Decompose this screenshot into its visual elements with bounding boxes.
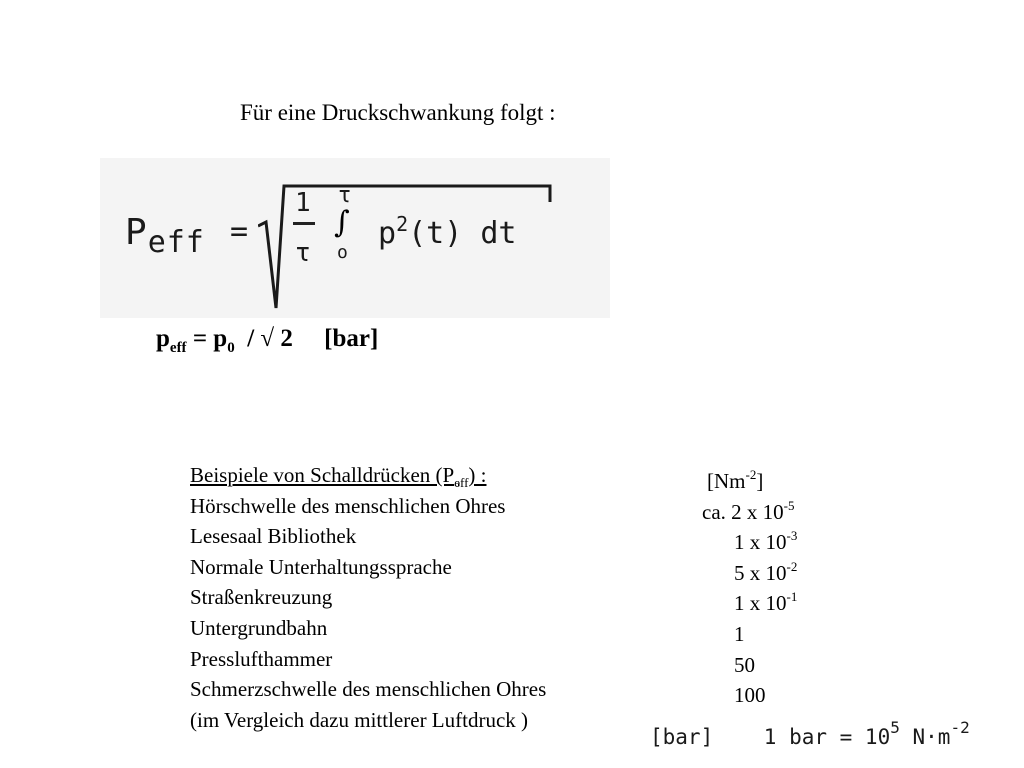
fraction-numerator: 1 — [295, 188, 311, 218]
table-row — [190, 674, 850, 708]
table-row — [190, 613, 850, 644]
intro-text: Für eine Druckschwankung folgt : — [240, 100, 556, 125]
row-value: 50 — [734, 652, 755, 677]
unit-label: $[Nm^{-2}]$ — [707, 467, 764, 493]
integral-upper-limit: τ — [338, 183, 352, 208]
row-label: Untergrundbahn — [190, 615, 328, 640]
row-label: Straßenkreuzung — [190, 585, 333, 610]
table-row — [190, 582, 850, 616]
formula-equals: = — [230, 214, 249, 249]
row-label: Lesesaal Bibliothek — [190, 524, 357, 549]
table-row — [190, 644, 850, 675]
row-value: 5 x $10^{-2}$ — [734, 558, 798, 585]
table-row — [190, 552, 850, 583]
formula-lhs: $P_{eff}$ — [125, 212, 205, 260]
row-value: ca. 2 x $10^{-5}$ — [702, 497, 795, 524]
bar-definition: [bar] 1 bar = $10^5$ $N\cdot m^{-2}$ — [650, 718, 970, 749]
row-label: (im Vergleich dazu mittlerer Luftdruck ) — [190, 707, 529, 732]
table-row — [190, 491, 850, 522]
table-row — [190, 521, 850, 555]
row-label: Presslufthammer — [190, 646, 333, 671]
row-value: 1 x $10^{-1}$ — [734, 589, 798, 616]
fraction-line — [293, 222, 315, 225]
row-label: Schmerzschwelle des menschlichen Ohres — [190, 677, 547, 702]
integral-sign: ∫ — [334, 205, 350, 240]
peff-equation: $p_{eff} = p_0$ / √ 2 [bar] — [156, 325, 379, 356]
examples-title: Beispiele von Schalldrücken $(P_{eff})$ : — [190, 463, 487, 491]
row-value: 1 — [734, 621, 745, 646]
integral-lower-limit: o — [337, 242, 348, 263]
row-label: Hörschwelle des menschlichen Ohres — [190, 493, 506, 518]
row-label: Normale Unterhaltungssprache — [190, 554, 452, 579]
row-value: 1 x $10^{-3}$ — [734, 528, 798, 555]
examples-table — [190, 460, 850, 735]
row-value: 100 — [734, 683, 766, 708]
formula-integrand: $p^2(t)$ dt — [378, 212, 517, 251]
examples-header — [190, 460, 850, 491]
fraction-denominator: τ — [295, 238, 311, 268]
